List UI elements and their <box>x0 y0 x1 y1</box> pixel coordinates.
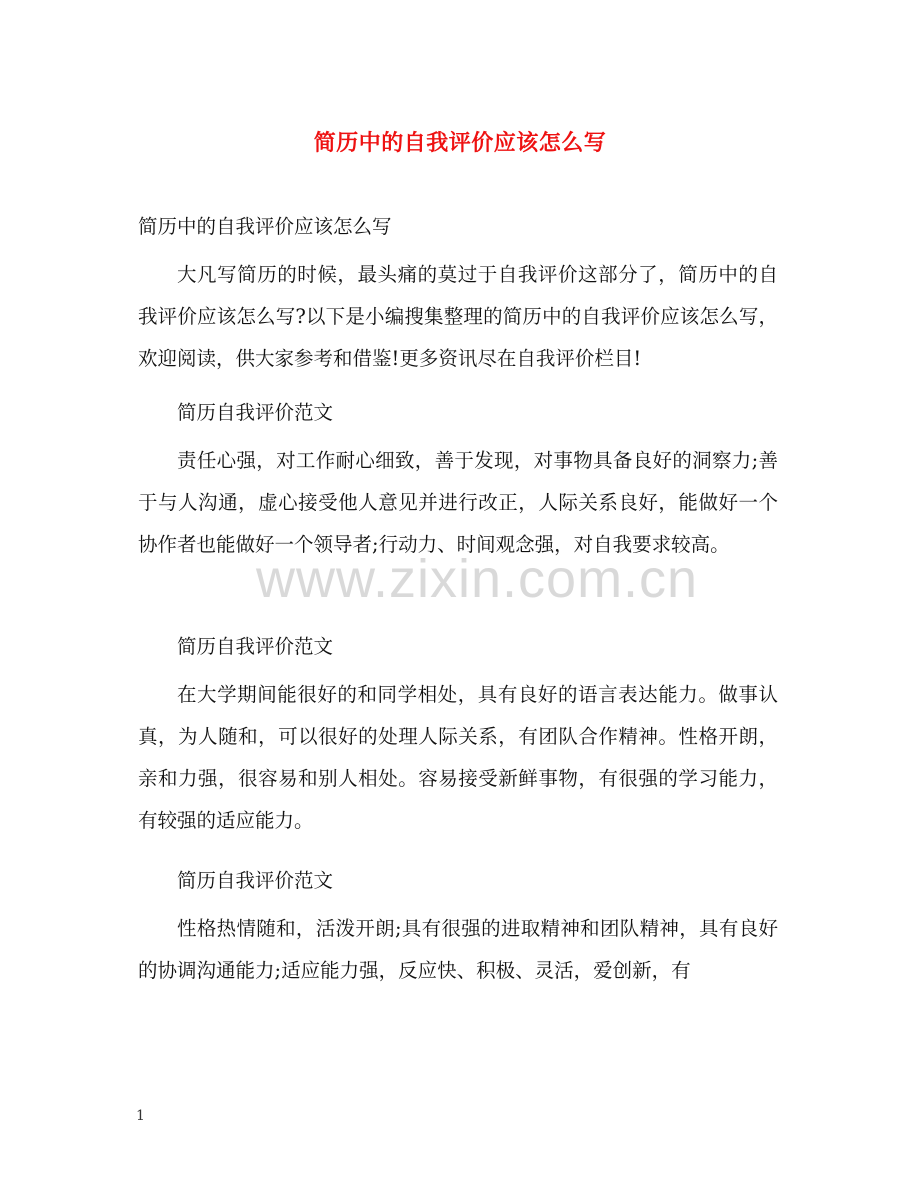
sample-paragraph-2: 在大学期间能很好的和同学相处，具有良好的语言表达能力。做事认真，为人随和，可以很好的处理人际关系，有团队合作精神。性格开朗，亲和力强，很容易和别人相处。容易接受新鲜事物，有很强的学习能力，有较强的适应能力。 <box>138 683 778 832</box>
sample-paragraph-1: 责任心强，对工作耐心细致，善于发现，对事物具备良好的洞察力;善于与人沟通，虚心接受他人意见并进行改正，人际关系良好，能做好一个协作者也能做好一个领导者;行动力、时间观念强，对自我要求较高。 <box>138 449 778 556</box>
document-title: 简历中的自我评价应该怎么写 <box>313 130 607 156</box>
section-heading-2: 简历自我评价范文 <box>177 635 334 658</box>
page-number: 1 <box>136 1108 145 1124</box>
intro-paragraph: 大凡写简历的时候，最头痛的莫过于自我评价这部分了，简历中的自我评价应该怎么写?以下是小编搜集整理的简历中的自我评价应该怎么写，欢迎阅读，供大家参考和借鉴!更多资讯尽在自我评价栏目! <box>138 263 778 370</box>
section-heading-3: 简历自我评价范文 <box>177 869 334 892</box>
section-heading-1: 简历自我评价范文 <box>177 401 334 424</box>
subtitle-paragraph: 简历中的自我评价应该怎么写 <box>138 215 392 238</box>
watermark: www.zixin.com.cn <box>256 549 699 609</box>
sample-paragraph-3: 性格热情随和，活泼开朗;具有很强的进取精神和团队精神，具有良好的协调沟通能力;适应能力强，反应快、积极、灵活，爱创新，有 <box>138 917 778 982</box>
